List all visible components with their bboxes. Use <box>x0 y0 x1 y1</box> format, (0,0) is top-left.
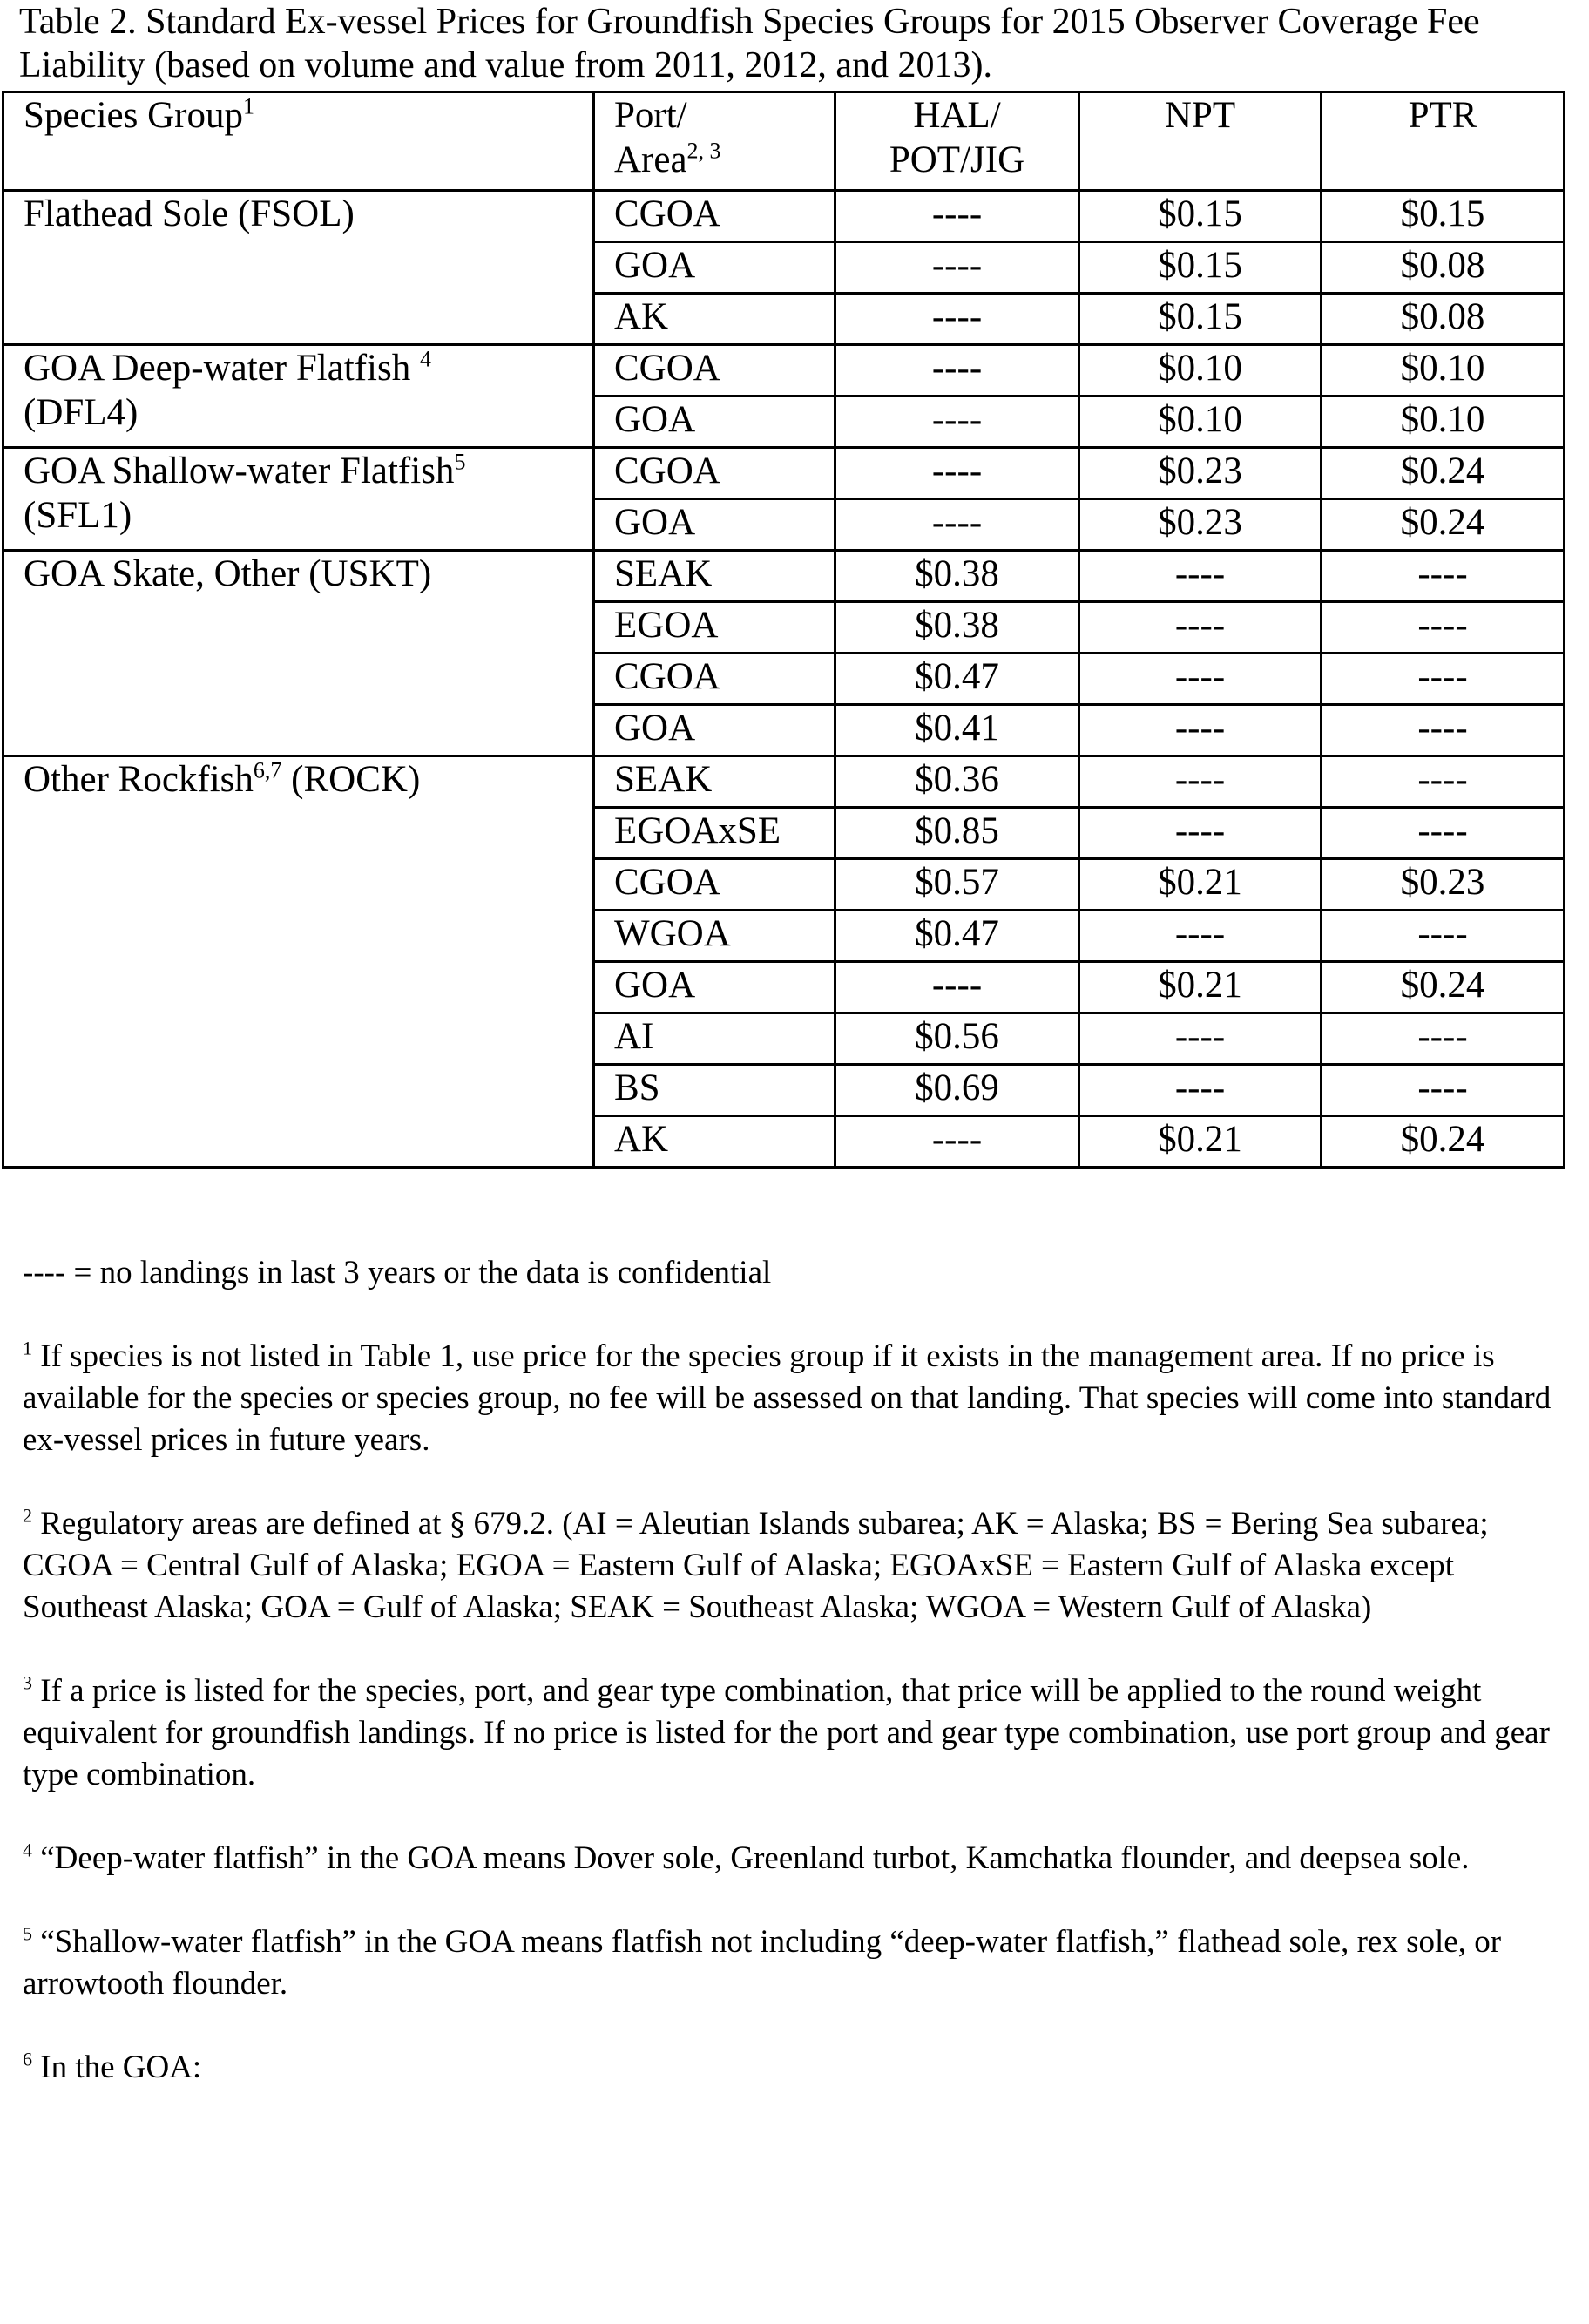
npt-cell: ---- <box>1079 602 1322 654</box>
header-port-area: Port/ Area$^{2, 3}$ <box>594 92 835 191</box>
species-group-cell: Flathead Sole (FSOL) <box>3 191 594 345</box>
npt-cell: $0.23 <box>1079 448 1322 499</box>
ptr-cell: $0.10 <box>1322 396 1565 448</box>
ptr-cell: ---- <box>1322 1013 1565 1065</box>
footnotes <box>23 1252 1578 2131</box>
area-cell: GOA <box>594 396 835 448</box>
area-cell: CGOA <box>594 345 835 396</box>
ptr-cell: $0.23 <box>1322 859 1565 911</box>
table-row <box>3 448 1565 499</box>
dash-legend: ---- = no landings in last 3 years or the data is confidential <box>23 1255 772 1291</box>
area-cell: AK <box>594 1116 835 1168</box>
npt-cell: $0.23 <box>1079 499 1322 551</box>
footnote-1: $^1$ If species is not listed in Table 1, use price for the species group if it exists in the management area. If no price is available for the species or species group, no fee will be assessed on that landing. That species will come into standard ex-vessel prices in future years. <box>23 1337 1552 1458</box>
area-cell: WGOA <box>594 911 835 962</box>
ptr-cell: ---- <box>1322 705 1565 756</box>
header-ptr: PTR <box>1322 92 1565 191</box>
ptr-cell: ---- <box>1322 1065 1565 1116</box>
area-cell: SEAK <box>594 551 835 602</box>
hal-cell: ---- <box>835 1116 1079 1168</box>
npt-cell: $0.21 <box>1079 962 1322 1013</box>
area-cell: CGOA <box>594 191 835 242</box>
npt-cell: ---- <box>1079 808 1322 859</box>
area-cell: AI <box>594 1013 835 1065</box>
footnote-3: $^3$ If a price is listed for the species, port, and gear type combination, that price will be applied to the round weight equivalent for groundfish landings. If no price is listed for the port and gear type combination, use port group and gear type combination. <box>23 1671 1550 1792</box>
npt-cell: ---- <box>1079 911 1322 962</box>
hal-cell: ---- <box>835 448 1079 499</box>
price-table <box>2 91 1565 1169</box>
npt-cell: ---- <box>1079 1013 1322 1065</box>
hal-cell: $0.47 <box>835 911 1079 962</box>
area-cell: BS <box>594 1065 835 1116</box>
hal-cell: ---- <box>835 962 1079 1013</box>
ptr-cell: $0.24 <box>1322 499 1565 551</box>
footnote-2: $^2$ Regulatory areas are defined at § 679.2. (AI = Aleutian Islands subarea; AK = Alaska; BS = Bering Sea subarea; CGOA = Central Gulf of Alaska; EGOA = Eastern Gulf of Alaska; EGOAxSE = Eastern Gulf of Alaska except Southeast Alaska; GOA = Gulf of Alaska; SEAK = Southeast Alaska; WGOA = Western Gulf of Alaska) <box>23 1504 1489 1625</box>
area-cell: GOA <box>594 242 835 294</box>
npt-cell: $0.21 <box>1079 859 1322 911</box>
ptr-cell: $0.08 <box>1322 294 1565 345</box>
area-cell: GOA <box>594 962 835 1013</box>
npt-cell: ---- <box>1079 551 1322 602</box>
hal-cell: $0.47 <box>835 654 1079 705</box>
hal-cell: $0.85 <box>835 808 1079 859</box>
npt-cell: ---- <box>1079 756 1322 808</box>
npt-cell: $0.15 <box>1079 294 1322 345</box>
ptr-cell: ---- <box>1322 756 1565 808</box>
footnote-5: $^5$ “Shallow-water flatfish” in the GOA means flatfish not including “deep-water flatfish,” flathead sole, rex sole, or arrowtooth flounder. <box>23 1922 1502 2002</box>
ptr-cell: ---- <box>1322 602 1565 654</box>
header-npt: NPT <box>1079 92 1322 191</box>
npt-cell: ---- <box>1079 705 1322 756</box>
npt-cell: $0.10 <box>1079 396 1322 448</box>
npt-cell: $0.21 <box>1079 1116 1322 1168</box>
header-row <box>3 92 1565 191</box>
ptr-cell: ---- <box>1322 551 1565 602</box>
ptr-cell: ---- <box>1322 654 1565 705</box>
hal-cell: ---- <box>835 191 1079 242</box>
hal-cell: ---- <box>835 242 1079 294</box>
table-row <box>3 551 1565 602</box>
hal-cell: $0.38 <box>835 602 1079 654</box>
header-hal-pot-jig: HAL/ POT/JIG <box>835 92 1079 191</box>
table-caption: Table 2. Standard Ex-vessel Prices for Groundfish Species Groups for 2015 Observer Coverage Fee Liability (based on volume and value from 2011, 2012, and 2013). <box>19 2 1480 85</box>
hal-cell: $0.38 <box>835 551 1079 602</box>
footnote-4: $^4$ “Deep-water flatfish” in the GOA means Dover sole, Greenland turbot, Kamchatka flounder, and deepsea sole. <box>23 1839 1470 1876</box>
area-cell: AK <box>594 294 835 345</box>
footnote-6: $^6$ In the GOA: <box>23 2048 202 2085</box>
table-row <box>3 345 1565 396</box>
ptr-cell: ---- <box>1322 808 1565 859</box>
area-cell: GOA <box>594 499 835 551</box>
npt-cell: ---- <box>1079 654 1322 705</box>
hal-cell: $0.69 <box>835 1065 1079 1116</box>
hal-cell: ---- <box>835 499 1079 551</box>
ptr-cell: $0.10 <box>1322 345 1565 396</box>
npt-cell: $0.15 <box>1079 242 1322 294</box>
ptr-cell: $0.24 <box>1322 448 1565 499</box>
area-cell: EGOA <box>594 602 835 654</box>
npt-cell: ---- <box>1079 1065 1322 1116</box>
area-cell: CGOA <box>594 859 835 911</box>
ptr-cell: $0.24 <box>1322 1116 1565 1168</box>
species-group-cell: Other Rockfish$^{6,7}$ (ROCK) <box>3 756 594 1168</box>
table-row <box>3 191 1565 242</box>
area-cell: GOA <box>594 705 835 756</box>
ptr-cell: $0.24 <box>1322 962 1565 1013</box>
hal-cell: ---- <box>835 294 1079 345</box>
hal-cell: $0.41 <box>835 705 1079 756</box>
header-species-group: Species Group$^1$ <box>3 92 594 191</box>
area-cell: CGOA <box>594 448 835 499</box>
ptr-cell: $0.15 <box>1322 191 1565 242</box>
area-cell: CGOA <box>594 654 835 705</box>
species-group-cell: GOA Skate, Other (USKT) <box>3 551 594 756</box>
area-cell: EGOAxSE <box>594 808 835 859</box>
area-cell: SEAK <box>594 756 835 808</box>
hal-cell: $0.36 <box>835 756 1079 808</box>
npt-cell: $0.15 <box>1079 191 1322 242</box>
ptr-cell: ---- <box>1322 911 1565 962</box>
table-row <box>3 756 1565 808</box>
hal-cell: ---- <box>835 396 1079 448</box>
species-group-cell: GOA Shallow-water Flatfish$^5$ (SFL1) <box>3 448 594 551</box>
hal-cell: $0.56 <box>835 1013 1079 1065</box>
npt-cell: $0.10 <box>1079 345 1322 396</box>
hal-cell: $0.57 <box>835 859 1079 911</box>
species-group-cell: GOA Deep-water Flatfish $^4$ (DFL4) <box>3 345 594 448</box>
hal-cell: ---- <box>835 345 1079 396</box>
ptr-cell: $0.08 <box>1322 242 1565 294</box>
